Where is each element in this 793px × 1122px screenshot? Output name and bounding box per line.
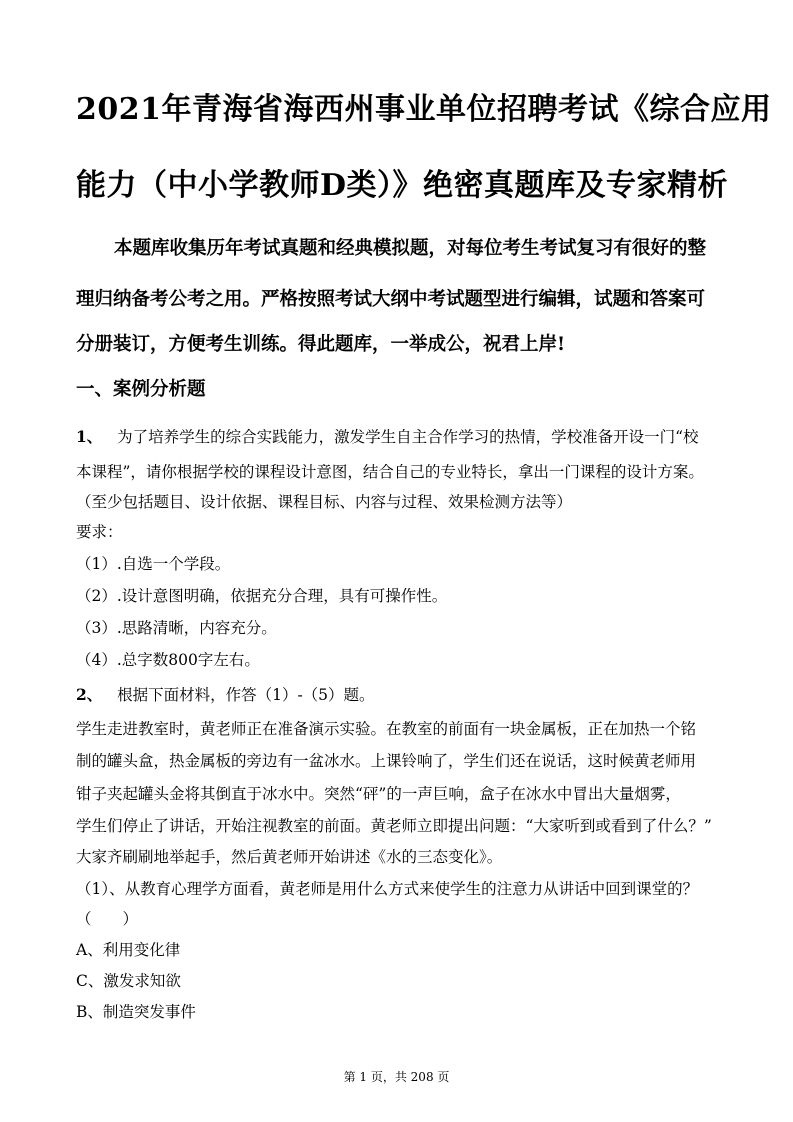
answer-blank: （ ） [76, 910, 139, 928]
material-line-5: 大家齐刷刷地举起手，然后黄老师开始讲述《水的三态变化》。 [76, 848, 503, 866]
question-1-number: 1、 [76, 427, 103, 446]
page-footer: 第 1 页，共 208 页 [343, 1070, 450, 1084]
question-2-text: 根据下面材料，作答（1）-（5）题。 [117, 686, 375, 704]
material-line-2: 制的罐头盒，热金属板的旁边有一盆冰水。上课铃响了，学生们还在说话，这时候黄老师用 [76, 752, 697, 770]
intro-line-3: 分册装订，方便考生训练。得此题库，一举成公，祝君上岸! [76, 334, 566, 355]
question-1-line-3: （至少包括题目、设计依据、课程目标、内容与过程、效果检测方法等） [76, 493, 573, 511]
intro-line-1: 本题库收集历年考试真题和经典模拟题，对每位考生考试复习有很好的整 [114, 238, 707, 259]
section-title: 一、案例分析题 [76, 379, 206, 400]
question-1-requirement-2: （2）.设计意图明确，依据充分合理，具有可操作性。 [76, 587, 448, 605]
document-title-line-2: 能力（中小学教师D类）》绝密真题库及专家精析 [76, 168, 729, 203]
question-1-line-1 [76, 425, 699, 447]
material-line-1: 学生走进教室时，黄老师正在准备演示实验。在教室的前面有一块金属板，正在加热一个铭 [76, 720, 697, 738]
question-1-requirement-3: （3）.思路清晰，内容充分。 [76, 619, 277, 637]
document-title-line-1: 2021年青海省海西州事业单位招聘考试《综合应用 [76, 92, 772, 127]
material-line-4: 学生们停止了讲话，开始注视教室的前面。黄老师立即提出问题：“大家听到或看到了什么？” [76, 817, 712, 835]
option-a: A、利用变化律 [76, 941, 181, 959]
question-2-line [76, 683, 375, 705]
question-1-requirement-1: （1）.自选一个学段。 [76, 555, 231, 573]
question-1-requirements-label: 要求： [76, 523, 123, 541]
intro-line-2: 理归纳备考公考之用。严格按照考试大纲中考试题型进行编辑，试题和答案可 [76, 289, 706, 310]
option-c: C、激发求知欲 [76, 972, 181, 990]
option-b: B、制造突发事件 [76, 1003, 196, 1021]
question-1-requirement-4: （4）.总字数800字左右。 [76, 651, 260, 669]
question-1-text-1: 为了培养学生的综合实践能力，激发学生自主合作学习的热情，学校准备开设一门“校 [117, 428, 699, 446]
question-2-number: 2、 [76, 685, 103, 704]
sub-question-1: （1）、从教育心理学方面看，黄老师是用什么方式来使学生的注意力从讲话中回到课堂的？ [76, 880, 699, 898]
question-1-line-2: 本课程”，请你根据学校的课程设计意图，结合自己的专业特长，拿出一门课程的设计方案。 [76, 463, 704, 481]
material-line-3: 钳子夹起罐头金将其倒直于冰水中。突然“砰”的一声巨响，盒子在冰水中冒出大量烟雾， [76, 785, 681, 803]
